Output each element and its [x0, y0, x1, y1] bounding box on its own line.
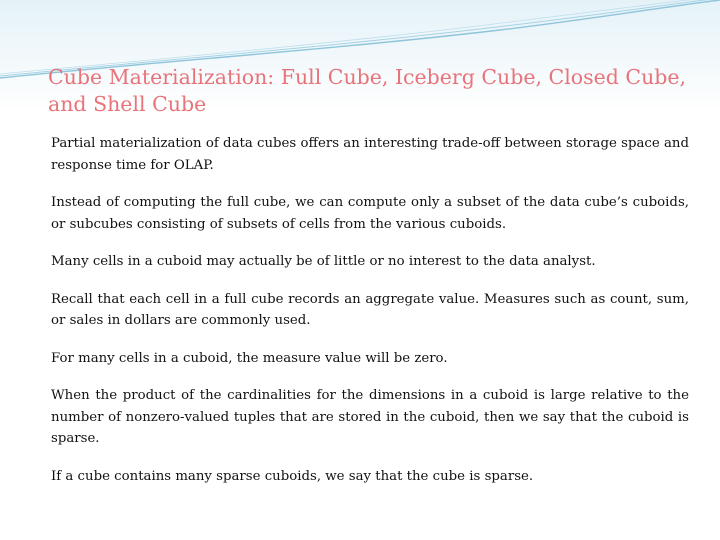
paragraph-aggregate-value: Recall that each cell in a full cube records an aggregate value. Measures such as count, sum, or sales in dollars are commonly used.	[51, 291, 689, 328]
paragraph-sparse-cube: If a cube contains many sparse cuboids, we say that the cube is sparse.	[51, 468, 534, 484]
slide-title: Cube Materialization: Full Cube, Iceberg Cube, Closed Cube, and Shell Cube	[48, 65, 687, 116]
paragraph-cells-interest: Many cells in a cuboid may actually be of little or no interest to the data analyst.	[51, 254, 596, 269]
paragraph-measure-zero: For many cells in a cuboid, the measure value will be zero.	[51, 350, 448, 366]
slide-body	[51, 133, 689, 503]
paragraph-subset-computation: Instead of computing the full cube, we can compute only a subset of the data cube’s cuboids, or subcubes consisting of subsets of cells from the various cuboids.	[51, 195, 689, 232]
paragraph-partial-materialization: Partial materialization of data cubes offers an interesting trade-off between storage space and response time for OLAP.	[51, 136, 689, 173]
paragraph-sparse-cuboid: When the product of the cardinalities for the dimensions in a cuboid is large relative to the number of nonzero-valued tuples that are stored in the cuboid, then we say that the cuboid is sparse.	[51, 388, 689, 446]
